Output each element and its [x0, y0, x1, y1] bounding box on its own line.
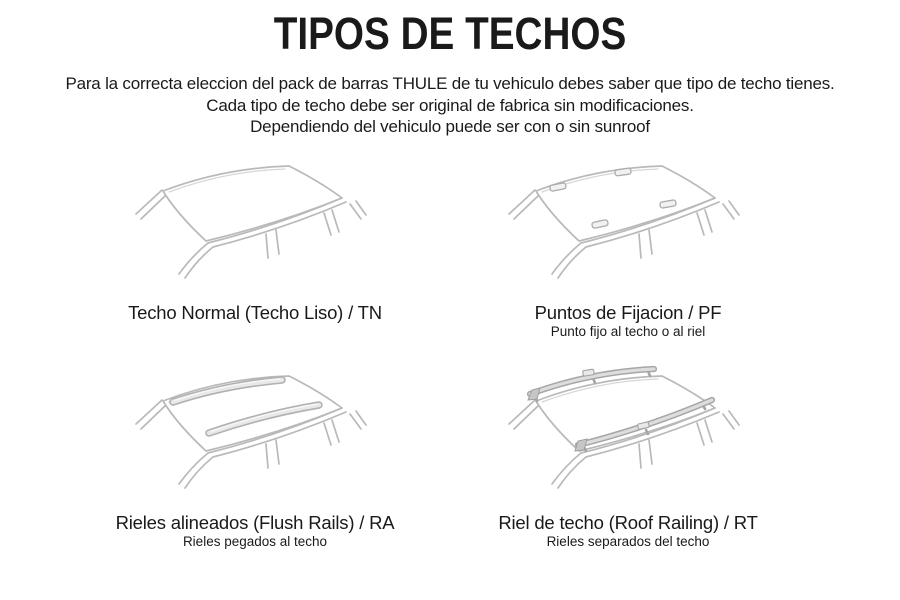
roof-type-caption-tn: [75, 302, 435, 324]
smooth-roof-illustration: [105, 146, 405, 301]
roof-type-card-pf: [448, 146, 808, 340]
roof-type-caption-rt: [448, 512, 808, 550]
roof-type-card-ra: [75, 356, 435, 550]
intro-line-2: Cada tipo de techo debe ser original de fabrica sin modificaciones.: [206, 95, 694, 115]
roof-type-label-pf: Puntos de Fijacion / PF: [534, 302, 722, 323]
flush-rails-roof-illustration: [105, 356, 405, 511]
header: [0, 8, 900, 60]
intro-text: [0, 73, 900, 138]
roof-type-caption-ra: [75, 512, 435, 550]
roof-type-sublabel-rt: Rieles separados del techo: [546, 534, 710, 549]
intro-line-1: Para la correcta eleccion del pack de barras THULE de tu vehiculo debes saber que tipo de techo tienes.: [65, 74, 835, 93]
roof-type-caption-pf: [448, 302, 808, 340]
fixed-points-roof-illustration: [478, 146, 778, 301]
raised-railing-roof-illustration: [478, 356, 778, 511]
page-title: TIPOS DE TECHOS: [273, 8, 627, 59]
roof-type-label-tn: Techo Normal (Techo Liso) / TN: [128, 302, 382, 323]
roof-type-label-rt: Riel de techo (Roof Railing) / RT: [498, 512, 758, 533]
roof-type-card-tn: [75, 146, 435, 324]
intro-line-3: Dependiendo del vehiculo puede ser con o sin sunroof: [250, 117, 650, 136]
roof-type-card-rt: [448, 356, 808, 550]
roof-type-sublabel-pf: Punto fijo al techo o al riel: [550, 324, 706, 339]
roof-type-label-ra: Rieles alineados (Flush Rails) / RA: [115, 512, 395, 533]
roof-type-sublabel-ra: Rieles pegados al techo: [182, 534, 328, 549]
